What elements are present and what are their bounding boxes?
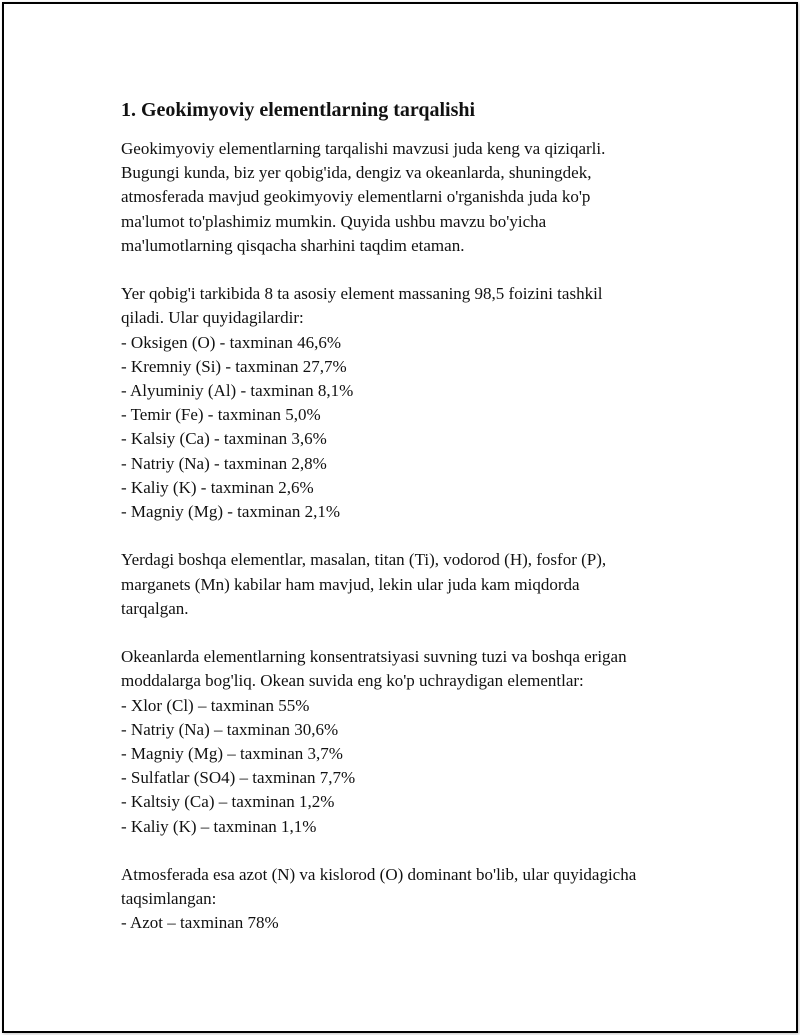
- list-item: - Kalsiy (Ca) - taxminan 3,6%: [121, 429, 327, 449]
- paragraph-line: atmosferada mavjud geokimyoviy elementlarni o'rganishda juda ko'p: [121, 187, 591, 207]
- crust-elements-list: [121, 331, 701, 525]
- list-item: - Temir (Fe) - taxminan 5,0%: [121, 405, 321, 425]
- list-item: - Oksigen (O) - taxminan 46,6%: [121, 332, 342, 352]
- list-item: - Magniy (Mg) – taxminan 3,7%: [121, 744, 343, 764]
- paragraph-line: Yer qobig'i tarkibida 8 ta asosiy element massaning 98,5 foizini tashkil: [121, 284, 603, 304]
- paragraph-line: ma'lumotlarning qisqacha sharhini taqdim etaman.: [121, 235, 465, 255]
- list-item: - Azot – taxminan 78%: [121, 913, 279, 933]
- list-item: - Kaliy (K) - taxminan 2,6%: [121, 477, 314, 497]
- paragraph-line: Yerdagi boshqa elementlar, masalan, titan (Ti), vodorod (H), fosfor (P),: [121, 550, 607, 570]
- list-item: - Xlor (Cl) – taxminan 55%: [121, 695, 310, 715]
- paragraph-line: taqsimlangan:: [121, 889, 217, 909]
- document-body: [121, 96, 701, 936]
- paragraph-line: qiladi. Ular quyidagilardir:: [121, 308, 304, 328]
- atmosphere-elements-list: [121, 911, 701, 935]
- crust-paragraph: [121, 282, 701, 330]
- paragraph-line: Okeanlarda elementlarning konsentratsiyasi suvning tuzi va boshqa erigan: [121, 647, 627, 667]
- paragraph-spacer: [121, 524, 701, 548]
- paragraph-spacer: [121, 258, 701, 282]
- paragraph-line: Geokimyoviy elementlarning tarqalishi mavzusi juda keng va qiziqarli.: [121, 139, 606, 158]
- paragraph-spacer: [121, 621, 701, 645]
- page-title: 1. Geokimyoviy elementlarning tarqalishi: [121, 99, 476, 121]
- paragraph-line: moddalarga bog'liq. Okean suvida eng ko'p uchraydigan elementlar:: [121, 671, 584, 691]
- paragraph-spacer: [121, 839, 701, 863]
- list-item: - Sulfatlar (SO4) – taxminan 7,7%: [121, 768, 356, 788]
- paragraph-line: Atmosferada esa azot (N) va kislorod (O) dominant bo'lib, ular quyidagicha: [121, 865, 637, 885]
- document-page: [2, 2, 798, 1033]
- ocean-elements-list: [121, 694, 701, 839]
- list-item: - Kaliy (K) – taxminan 1,1%: [121, 816, 317, 836]
- list-item: - Magniy (Mg) - taxminan 2,1%: [121, 502, 341, 522]
- paragraph-line: Bugungi kunda, biz yer qobig'ida, dengiz va okeanlarda, shuningdek,: [121, 163, 592, 183]
- list-item: - Natriy (Na) – taxminan 30,6%: [121, 719, 339, 739]
- ocean-paragraph: [121, 645, 701, 693]
- other-elements-paragraph: [121, 548, 701, 621]
- list-item: - Natriy (Na) - taxminan 2,8%: [121, 453, 327, 473]
- intro-paragraph: [121, 137, 701, 258]
- atmosphere-paragraph: [121, 863, 701, 911]
- paragraph-line: ma'lumot to'plashimiz mumkin. Quyida ushbu mavzu bo'yicha: [121, 211, 547, 231]
- list-item: - Kaltsiy (Ca) – taxminan 1,2%: [121, 792, 335, 812]
- list-item: - Alyuminiy (Al) - taxminan 8,1%: [121, 381, 354, 401]
- paragraph-line: tarqalgan.: [121, 598, 189, 618]
- paragraph-line: marganets (Mn) kabilar ham mavjud, lekin ular juda kam miqdorda: [121, 574, 580, 594]
- list-item: - Kremniy (Si) - taxminan 27,7%: [121, 356, 347, 376]
